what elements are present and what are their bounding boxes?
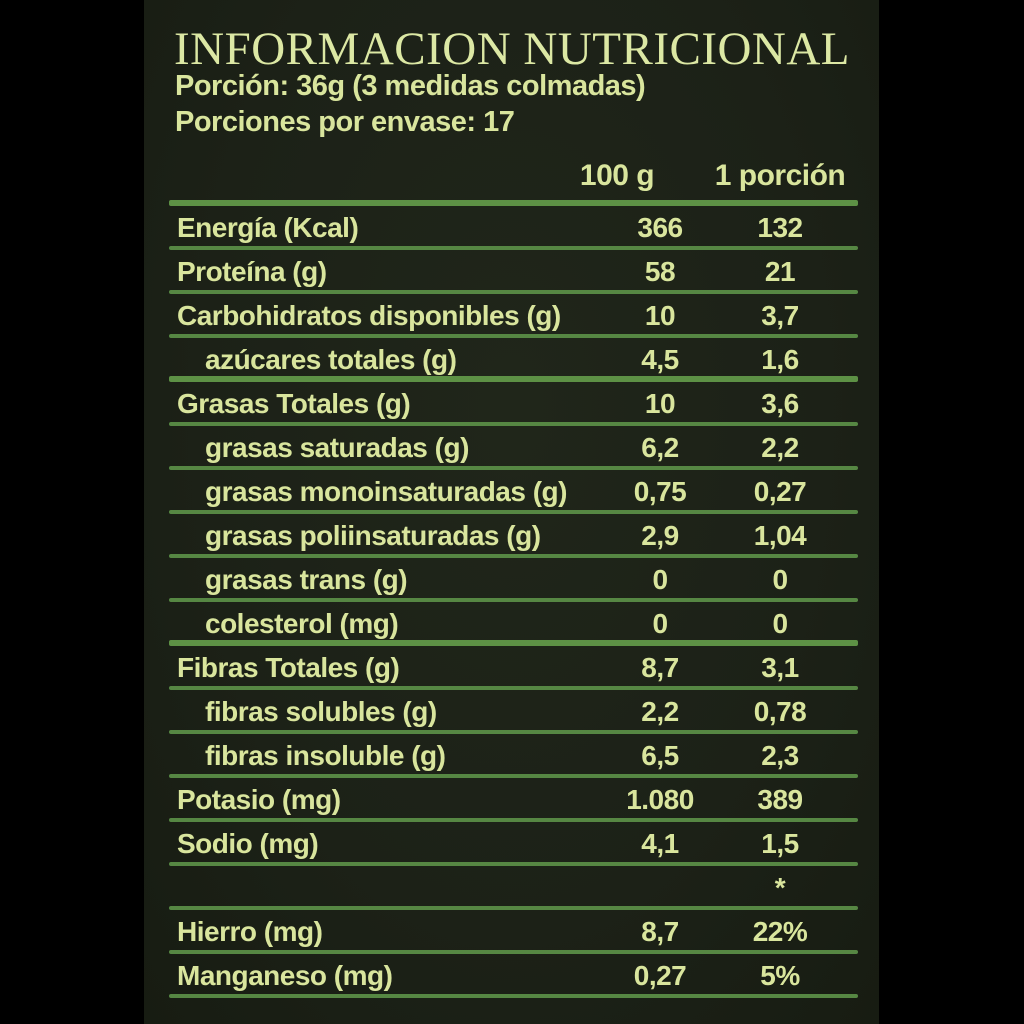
table-row — [169, 558, 858, 598]
row-value-100g: 8,7 — [641, 916, 679, 947]
nutrition-table — [169, 155, 858, 998]
row-label: Proteína (g) — [177, 256, 327, 287]
row-value-100g: 6,2 — [641, 432, 679, 463]
row-value-1-porcion: 1,6 — [761, 344, 799, 375]
nutrition-label-title: INFORMACION NUTRICIONAL — [174, 23, 851, 75]
table-body — [169, 206, 858, 998]
row-label: grasas poliinsaturadas (g) — [205, 520, 541, 551]
table-row — [169, 294, 858, 334]
row-divider-line — [169, 994, 858, 998]
nutrition-label-panel — [144, 0, 879, 1024]
row-value-1-porcion: 2,3 — [761, 740, 799, 771]
row-value-100g: 0,75 — [633, 476, 687, 507]
row-value-100g: 2,9 — [641, 520, 679, 551]
row-value-1-porcion: 3,1 — [761, 652, 799, 683]
column-header-100g: 100 g — [579, 159, 655, 192]
table-row — [169, 954, 858, 994]
row-value-1-porcion: 3,7 — [761, 300, 799, 331]
row-label: Carbohidratos disponibles (g) — [177, 300, 561, 331]
row-label: Grasas Totales (g) — [177, 388, 411, 419]
row-value-1-porcion: 132 — [757, 212, 803, 243]
row-value-1-porcion: 0,78 — [753, 696, 807, 727]
row-value-1-porcion: 0 — [772, 564, 788, 595]
table-row — [169, 470, 858, 510]
row-value-1-porcion: 0 — [772, 608, 788, 639]
row-label: Fibras Totales (g) — [177, 652, 400, 683]
table-row — [169, 910, 858, 950]
column-header-1-porcion: 1 porción — [714, 159, 846, 192]
row-value-1-porcion: 3,6 — [761, 388, 799, 419]
servings-per-container-line: Porciones por envase: 17 — [175, 106, 515, 138]
row-value-1-porcion: * — [774, 872, 786, 903]
row-label: fibras insoluble (g) — [205, 740, 446, 771]
row-value-1-porcion: 5% — [760, 960, 800, 991]
table-column-headers — [169, 155, 858, 200]
row-label: Hierro (mg) — [177, 916, 323, 947]
row-label: grasas trans (g) — [205, 564, 408, 595]
row-label: Potasio (mg) — [177, 784, 341, 815]
table-row — [169, 250, 858, 290]
row-value-1-porcion: 1,5 — [761, 828, 799, 859]
row-label: Manganeso (mg) — [177, 960, 393, 991]
table-row — [169, 778, 858, 818]
row-value-1-porcion: 0,27 — [753, 476, 807, 507]
row-value-100g: 0 — [652, 564, 668, 595]
row-value-100g: 8,7 — [641, 652, 679, 683]
row-value-1-porcion: 22% — [752, 916, 808, 947]
table-row — [169, 602, 858, 640]
row-value-100g: 1.080 — [626, 784, 694, 815]
portion-size-line: Porción: 36g (3 medidas colmadas) — [175, 70, 646, 102]
row-label: Energía (Kcal) — [177, 212, 359, 243]
row-value-100g: 366 — [637, 212, 683, 243]
row-value-1-porcion: 1,04 — [753, 520, 807, 551]
table-row — [169, 382, 858, 422]
row-value-1-porcion: 2,2 — [761, 432, 799, 463]
table-row — [169, 734, 858, 774]
row-label: grasas saturadas (g) — [205, 432, 469, 463]
row-label: colesterol (mg) — [205, 608, 399, 639]
row-value-100g: 10 — [644, 300, 676, 331]
row-value-100g: 58 — [644, 256, 676, 287]
row-value-100g: 4,1 — [641, 828, 679, 859]
row-label: fibras solubles (g) — [205, 696, 437, 727]
table-row — [169, 822, 858, 862]
table-row — [169, 646, 858, 686]
row-value-100g: 4,5 — [641, 344, 679, 375]
row-label: azúcares totales (g) — [205, 344, 457, 375]
table-row — [169, 426, 858, 466]
table-row — [169, 690, 858, 730]
table-row — [169, 338, 858, 376]
row-value-1-porcion: 21 — [764, 256, 796, 287]
row-value-100g: 0,27 — [633, 960, 687, 991]
table-row — [169, 866, 858, 906]
row-value-1-porcion: 389 — [757, 784, 803, 815]
table-row — [169, 514, 858, 554]
row-value-100g: 0 — [652, 608, 668, 639]
row-label: Sodio (mg) — [177, 828, 319, 859]
row-label: grasas monoinsaturadas (g) — [205, 476, 567, 507]
row-value-100g: 10 — [644, 388, 676, 419]
table-row — [169, 206, 858, 246]
row-value-100g: 2,2 — [641, 696, 679, 727]
row-value-100g: 6,5 — [641, 740, 679, 771]
